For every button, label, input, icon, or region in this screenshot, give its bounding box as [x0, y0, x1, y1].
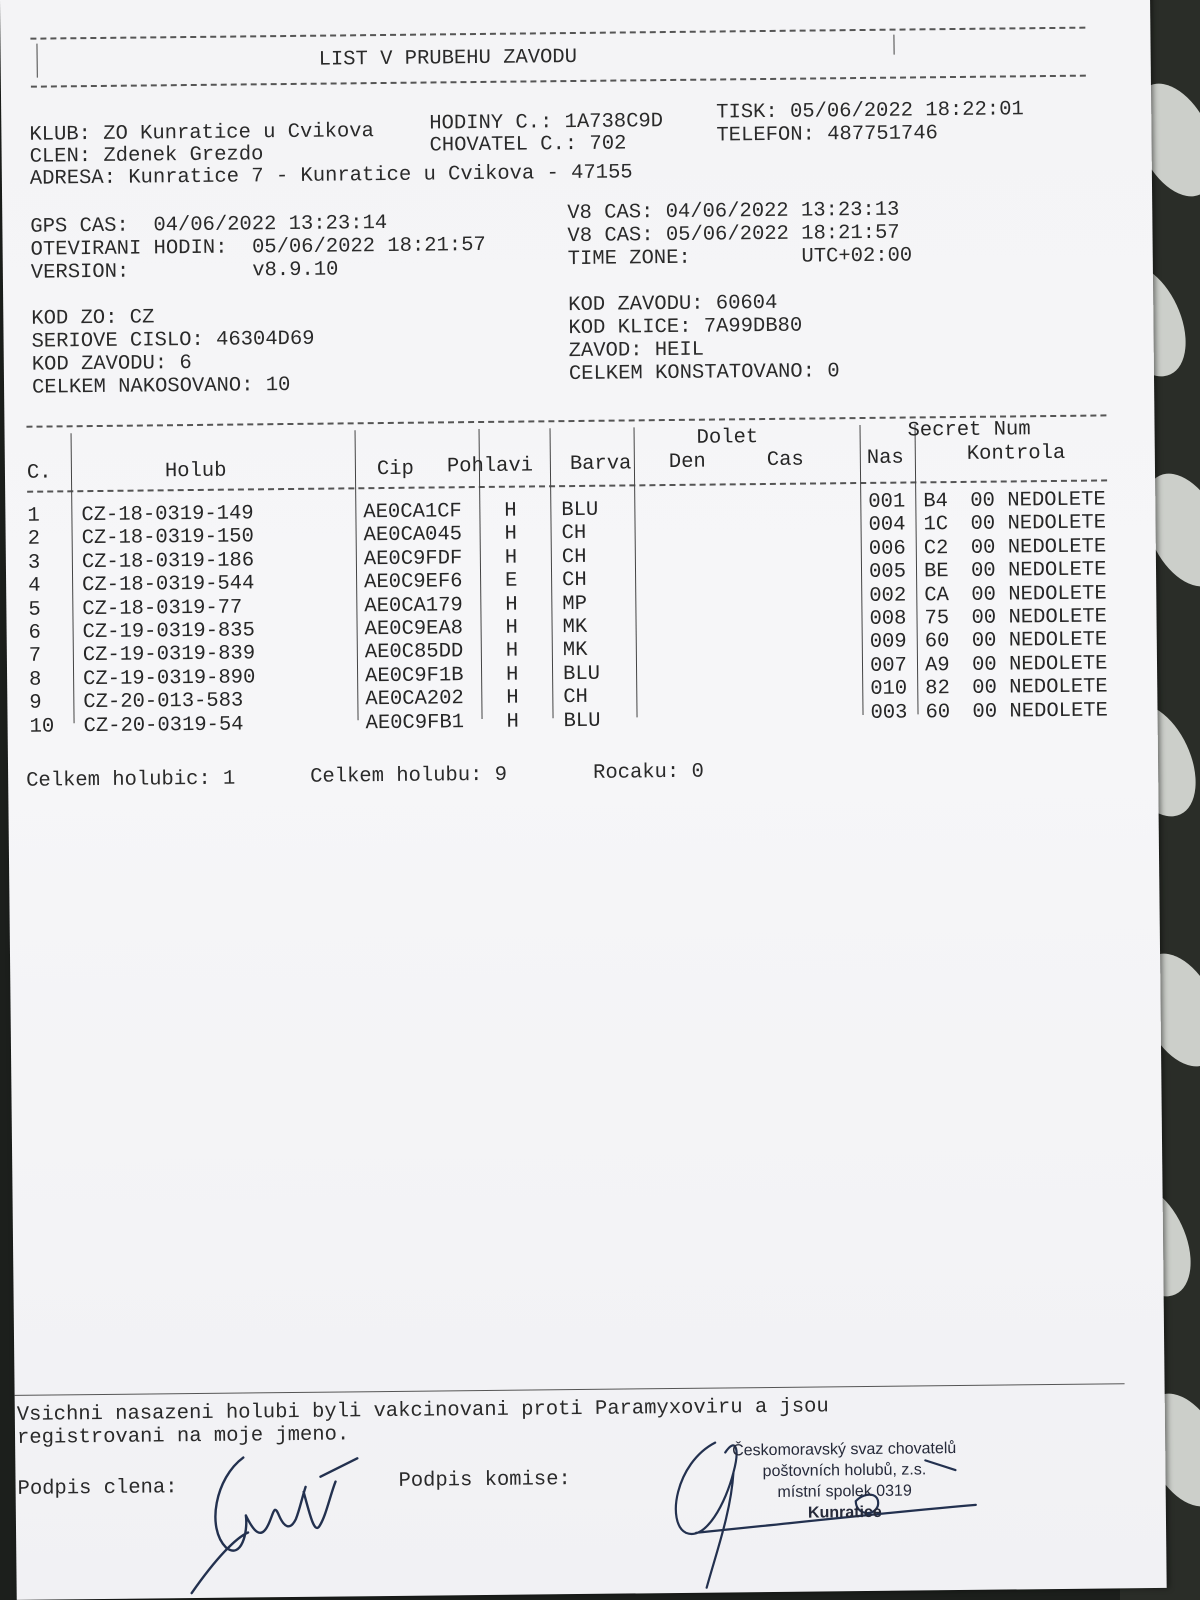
title-box-right: [893, 35, 894, 55]
cell-check-code: 00: [970, 512, 996, 537]
header-secret: Secret Num: [907, 418, 1031, 443]
cell-status: NEDOLETE: [1008, 605, 1108, 630]
v8-time-1: V8 CAS: 04/06/2022 13:23:13: [567, 198, 900, 226]
cell-sex: H: [504, 499, 517, 523]
cell-basket-number: 006: [868, 537, 906, 561]
cell-status: NEDOLETE: [1007, 535, 1107, 560]
cell-check-code: 00: [972, 700, 998, 724]
cell-basket-number: 009: [869, 630, 907, 655]
cell-ring-number: CZ-19-0319-835: [82, 619, 255, 645]
cell-check-code: 00: [970, 536, 996, 560]
member-name: CLEN: Zdenek Grezdo: [29, 143, 264, 169]
member-signature: [185, 1436, 387, 1598]
cell-ring-number: CZ-20-013-583: [83, 689, 244, 715]
cell-secret-code: 82: [925, 677, 950, 701]
cell-check-code: 00: [970, 559, 996, 584]
cell-check-code: 00: [971, 583, 997, 607]
header-dolet: Dolet: [696, 426, 759, 450]
col-divider: [71, 433, 75, 723]
cell-status: NEDOLETE: [1008, 582, 1107, 607]
cell-basket-number: 010: [870, 677, 908, 702]
cell-sex: H: [505, 593, 518, 617]
software-version: VERSION: v8.9.10: [30, 258, 339, 285]
header-cip: Cip: [376, 457, 414, 482]
cell-color: MK: [562, 615, 588, 640]
cell-color: BLU: [562, 662, 601, 686]
cell-status: NEDOLETE: [1007, 511, 1107, 536]
cell-chip: AE0CA045: [363, 523, 463, 548]
title-box-top: [30, 27, 1085, 40]
col-divider: [634, 427, 638, 717]
cell-ring-number: CZ-18-0319-149: [81, 502, 254, 528]
col-divider: [914, 424, 918, 714]
cell-status: NEDOLETE: [1007, 558, 1107, 583]
cell-number: 7: [28, 644, 42, 669]
cell-chip: AE0CA1CF: [363, 500, 462, 525]
club-text: KLUB: ZO Kunratice u Cvikova: [29, 120, 374, 147]
cell-sex: H: [506, 686, 519, 710]
cell-number: 6: [28, 621, 42, 645]
stamp-line-1: Českomoravský svaz chovatelů: [732, 1440, 957, 1460]
cell-number: 10: [29, 715, 55, 739]
cell-number: 4: [28, 574, 41, 598]
declaration-line-2: registrovani na moje jmeno.: [16, 1423, 350, 1450]
col-divider: [355, 430, 359, 720]
cell-ring-number: CZ-18-0319-544: [82, 572, 255, 598]
cell-basket-number: 004: [868, 513, 906, 538]
cell-check-code: 00: [971, 653, 997, 677]
cell-secret-code: CA: [924, 583, 950, 607]
breeder-number: CHOVATEL C.: 702: [429, 132, 627, 158]
col-divider: [550, 428, 554, 718]
cell-ring-number: CZ-19-0319-839: [82, 642, 256, 668]
cell-check-code: 00: [971, 629, 997, 654]
cell-status: NEDOLETE: [1007, 488, 1106, 513]
page-title: LIST V PRUBEHU ZAVODU: [318, 45, 578, 72]
cell-number: 2: [27, 528, 41, 552]
telephone: TELEFON: 487751746: [716, 122, 939, 148]
member-signature-label: Podpis clena:: [17, 1476, 178, 1501]
cell-secret-code: 1C: [923, 513, 949, 537]
title-box-left: [36, 44, 37, 78]
cell-color: CH: [561, 569, 587, 593]
cell-basket-number: 001: [868, 490, 906, 514]
cell-status: NEDOLETE: [1009, 699, 1109, 724]
gps-time: GPS CAS: 04/06/2022 13:23:14: [30, 211, 388, 239]
cell-number: 1: [27, 504, 40, 528]
club-stamp: [709, 1438, 980, 1525]
cell-sex: E: [504, 569, 518, 593]
cell-sex: H: [505, 640, 519, 664]
header-pohlavi: Pohlavi: [446, 454, 534, 479]
header-nas: Nas: [866, 446, 904, 470]
cell-check-code: 00: [972, 676, 997, 701]
cell-status: NEDOLETE: [1008, 652, 1108, 677]
cell-secret-code: B4: [923, 490, 949, 514]
v8-time-2: V8 CAS: 05/06/2022 18:21:57: [567, 221, 900, 249]
cell-color: BLU: [561, 498, 599, 523]
cell-chip: AE0C9EA8: [364, 617, 464, 642]
cell-ring-number: CZ-19-0319-890: [82, 666, 256, 691]
serial-number: SERIOVE CISLO: 46304D69: [31, 327, 315, 354]
declaration-rule: [15, 1383, 1125, 1396]
cell-secret-code: 60: [925, 700, 951, 724]
cell-sex: H: [505, 663, 519, 687]
cell-color: CH: [561, 545, 587, 569]
header-holub: Holub: [164, 459, 227, 484]
cell-secret-code: 60: [924, 630, 950, 654]
cell-chip: AE0CA202: [365, 687, 464, 712]
cell-chip: AE0CA179: [364, 593, 463, 618]
cell-status: NEDOLETE: [1009, 675, 1108, 700]
stamp-line-3: místní spolek 0319: [777, 1482, 912, 1501]
kod-zo: KOD ZO: CZ: [31, 306, 155, 331]
cell-ring-number: CZ-18-0319-77: [82, 596, 243, 621]
cell-secret-code: A9: [924, 653, 950, 678]
cell-basket-number: 007: [869, 654, 908, 678]
cell-basket-number: 003: [870, 701, 908, 725]
print-timestamp: TISK: 05/06/2022 18:22:01: [716, 98, 1024, 125]
stamp-line-4: Kunratice: [807, 1503, 882, 1522]
cell-chip: AE0C85DD: [364, 640, 464, 665]
cell-sex: H: [506, 710, 520, 734]
cell-number: 5: [28, 598, 41, 622]
cell-ring-number: CZ-18-0319-150: [81, 525, 254, 551]
cell-status: NEDOLETE: [1008, 628, 1108, 653]
cell-ring-number: CZ-20-0319-54: [83, 713, 244, 738]
cell-check-code: 00: [970, 489, 996, 513]
total-yearlings: Rocaku: 0: [593, 760, 704, 785]
cell-sex: H: [504, 546, 518, 570]
title-box-bottom: [31, 75, 1086, 88]
header-barva: Barva: [569, 452, 632, 477]
cell-ring-number: CZ-18-0319-186: [81, 549, 255, 574]
race-name: ZAVOD: HEIL: [568, 338, 705, 364]
total-cocks: Celkem holubu: 9: [310, 763, 508, 789]
header-c: C.: [26, 461, 52, 485]
cell-color: CH: [563, 686, 589, 710]
cell-number: 8: [29, 668, 42, 692]
cell-color: MK: [562, 639, 588, 663]
address: ADRESA: Kunratice 7 - Kunratice u Cvikova - 47155: [29, 161, 633, 191]
cell-sex: H: [505, 616, 519, 640]
declaration-line-1: Vsichni nasazeni holubi byli vakcinovani proti Paramyxoviru a jsou: [16, 1395, 829, 1427]
col-divider: [859, 425, 863, 715]
cell-chip: AE0C9FB1: [365, 710, 465, 735]
cell-secret-code: C2: [923, 536, 949, 561]
total-basketed: CELKEM NAKOSOVANO: 10: [31, 373, 291, 400]
clock-number: HODINY C.: 1A738C9D: [429, 110, 664, 136]
cell-number: 9: [29, 691, 42, 715]
race-code-left: KOD ZAVODU: 6: [31, 352, 192, 377]
time-zone: TIME ZONE: UTC+02:00: [567, 244, 913, 272]
commission-signature-label: Podpis komise:: [398, 1468, 571, 1493]
total-hens: Celkem holubic: 1: [26, 767, 236, 793]
clock-opening: OTEVIRANI HODIN: 05/06/2022 18:21:57: [30, 233, 486, 262]
cell-number: 3: [27, 551, 41, 575]
cell-color: BLU: [563, 709, 601, 733]
cell-sex: H: [504, 523, 518, 547]
cell-chip: AE0C9FDF: [363, 546, 463, 572]
cell-secret-code: BE: [923, 560, 949, 584]
race-code-right: KOD ZAVODU: 60604: [568, 291, 778, 318]
header-den: Den: [668, 450, 706, 475]
cell-chip: AE0C9F1B: [364, 663, 464, 689]
header-kontrola: Kontrola: [966, 441, 1066, 466]
cell-color: MP: [562, 592, 588, 616]
cell-color: CH: [561, 522, 587, 546]
total-clocked: CELKEM KONSTATOVANO: 0: [568, 360, 840, 387]
key-code: KOD KLICE: 7A99DB80: [568, 314, 803, 341]
cell-chip: AE0C9EF6: [364, 570, 463, 595]
stamp-line-2: poštovních holubů, z.s.: [762, 1461, 927, 1481]
header-cas: Cas: [766, 448, 804, 472]
cell-secret-code: 75: [924, 607, 950, 631]
cell-check-code: 00: [971, 606, 997, 630]
cell-basket-number: 005: [868, 560, 907, 585]
cell-basket-number: 002: [869, 584, 907, 608]
cell-basket-number: 008: [869, 607, 907, 631]
